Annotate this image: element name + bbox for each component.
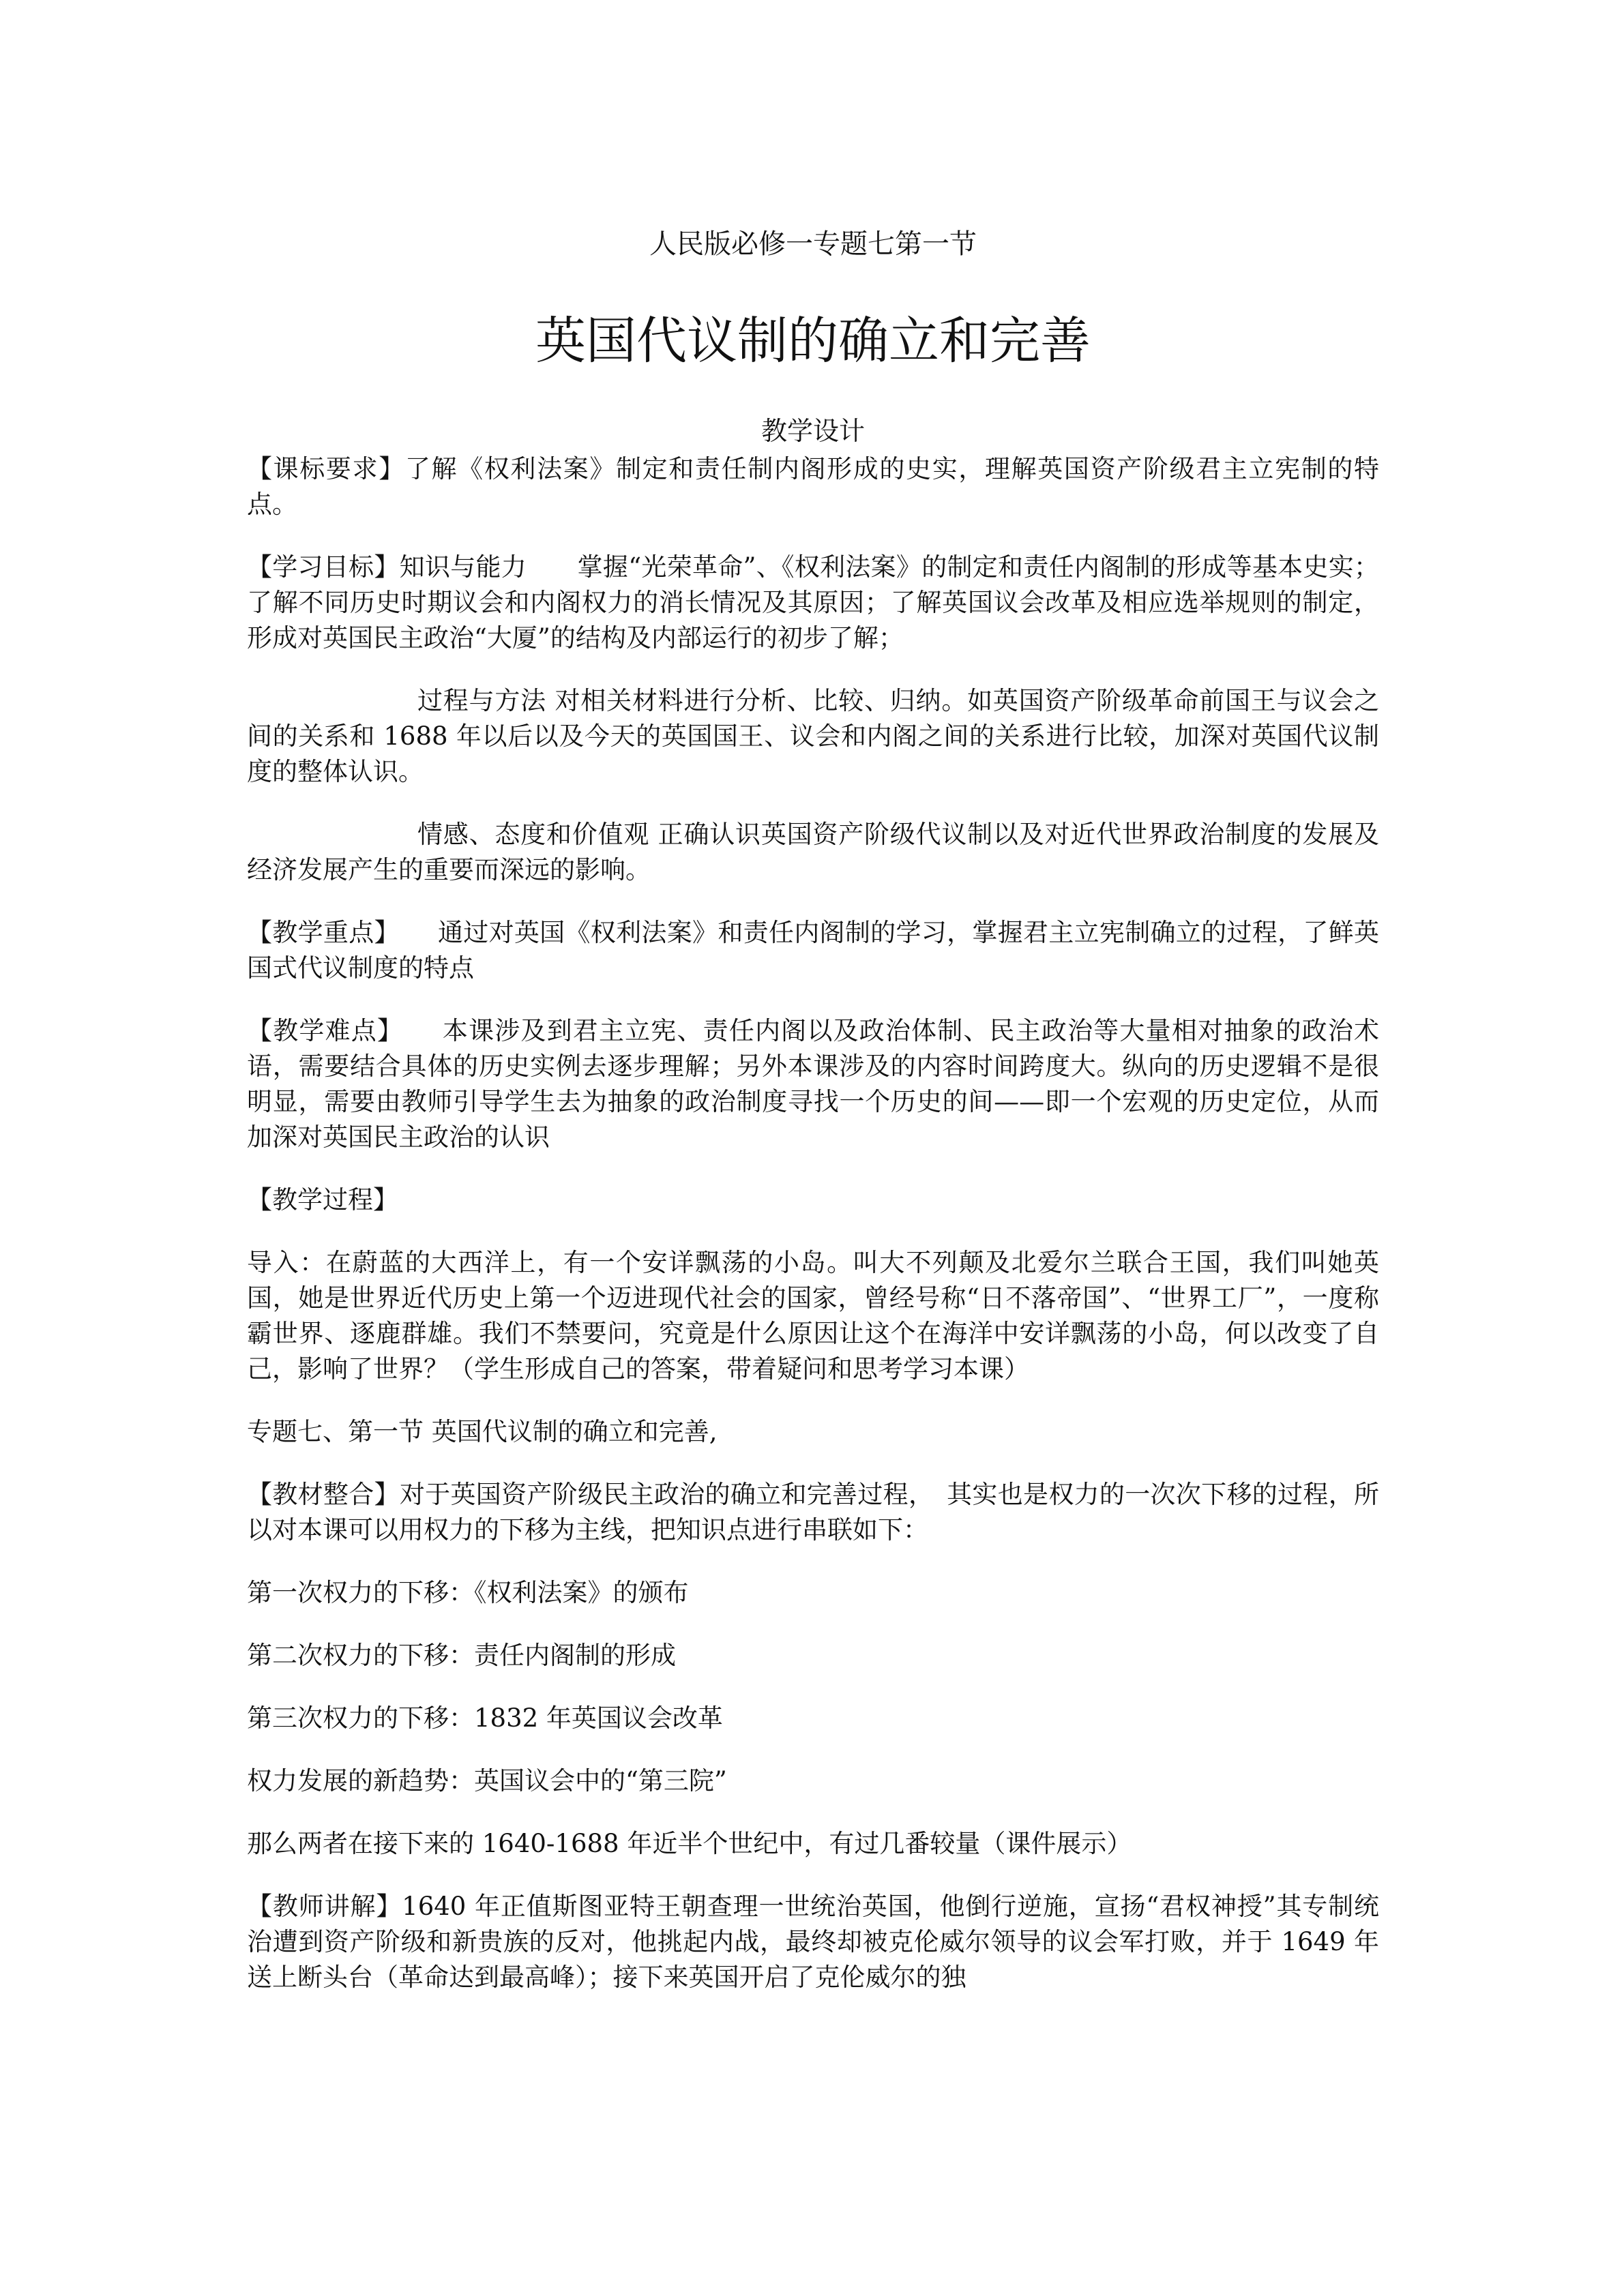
material-integration-paragraph: 【教材整合】对于英国资产阶级民主政治的确立和完善过程， 其实也是权力的一次次下移的过程，所以对本课可以用权力的下移为主线，把知识点进行串联如下： <box>247 1480 1379 1545</box>
teacher-explanation-paragraph: 【教师讲解】1640 年正值斯图亚特王朝查理一世统治英国，他倒行逆施，宣扬“君权神授”其专制统治遭到资产阶级和新贵族的反对，他挑起内战，最终却被克伦威尔领导的议会军打败，并于 1649 年送上断头台（革命达到最高峰）；接下来英国开启了克伦威尔的独 <box>247 1892 1379 1992</box>
document-page <box>247 205 1379 1995</box>
learning-objectives-paragraph: 【学习目标】知识与能力 掌握“光荣革命”、《权利法案》的制定和责任内阁制的形成等基本史实；了解不同历史时期议会和内阁权力的消长情况及其原因；了解英国议会改革及相应选举规则的制定，形成对英国民主政治“大厦”的结构及内部运行的初步了解； <box>247 552 1379 653</box>
power-trend-item: 权力发展的新趋势：英国议会中的“第三院” <box>247 1766 727 1795</box>
document-subtitle: 人民版必修一专题七第一节 <box>649 228 977 260</box>
transition-paragraph: 那么两者在接下来的 1640-1688 年近半个世纪中，有过几番较量（课件展示） <box>247 1829 1132 1858</box>
power-shift-item-2: 第二次权力的下移：责任内阁制的形成 <box>247 1641 676 1670</box>
emotion-values-paragraph: 情感、态度和价值观 正确认识英国资产阶级代议制以及对近代世界政治制度的发展及经济发展产生的重要而深远的影响。 <box>247 820 1379 884</box>
document-type-label: 教学设计 <box>761 416 865 446</box>
introduction-paragraph: 导入：在蔚蓝的大西洋上，有一个安详飘荡的小岛。叫大不列颠及北爱尔兰联合王国，我们叫她英国，她是世界近代历史上第一个迈进现代社会的国家，曾经号称“日不落帝国”、“世界工厂”，一度称霸世界、逐鹿群雄。我们不禁要问，究竟是什么原因让这个在海洋中安详飘荡的小岛，何以改变了自己，影响了世界？（学生形成自己的答案，带着疑问和思考学习本课） <box>247 1248 1379 1384</box>
curriculum-requirement-paragraph: 【课标要求】了解《权利法案》制定和责任制内阁形成的史实，理解英国资产阶级君主立宪制的特点。 <box>247 454 1379 519</box>
document-title: 英国代议制的确立和完善 <box>535 312 1091 370</box>
power-shift-item-3: 第三次权力的下移：1832 年英国议会改革 <box>247 1703 723 1733</box>
power-shift-item-1: 第一次权力的下移：《权利法案》的颁布 <box>247 1578 689 1607</box>
section-heading-paragraph: 专题七、第一节 英国代议制的确立和完善, <box>247 1417 718 1446</box>
teaching-focus-paragraph: 【教学重点】 通过对英国《权利法案》和责任内阁制的学习，掌握君主立宪制确立的过程，了鲜英国式代议制度的特点 <box>247 918 1379 983</box>
process-method-paragraph: 过程与方法 对相关材料进行分析、比较、归纳。如英国资产阶级革命前国王与议会之间的关系和 1688 年以后以及今天的英国国王、议会和内阁之间的关系进行比较，加深对英国代议制度的整体认识。 <box>247 686 1379 786</box>
teaching-process-heading: 【教学过程】 <box>247 1185 398 1214</box>
teaching-difficulty-paragraph: 【教学难点】 本课涉及到君主立宪、责任内阁以及政治体制、民主政治等大量相对抽象的政治术语，需要结合具体的历史实例去逐步理解；另外本课涉及的内容时间跨度大。纵向的历史逻辑不是很明显，需要由教师引导学生去为抽象的政治制度寻找一个历史的间——即一个宏观的历史定位，从而加深对英国民主政治的认识 <box>247 1016 1379 1152</box>
